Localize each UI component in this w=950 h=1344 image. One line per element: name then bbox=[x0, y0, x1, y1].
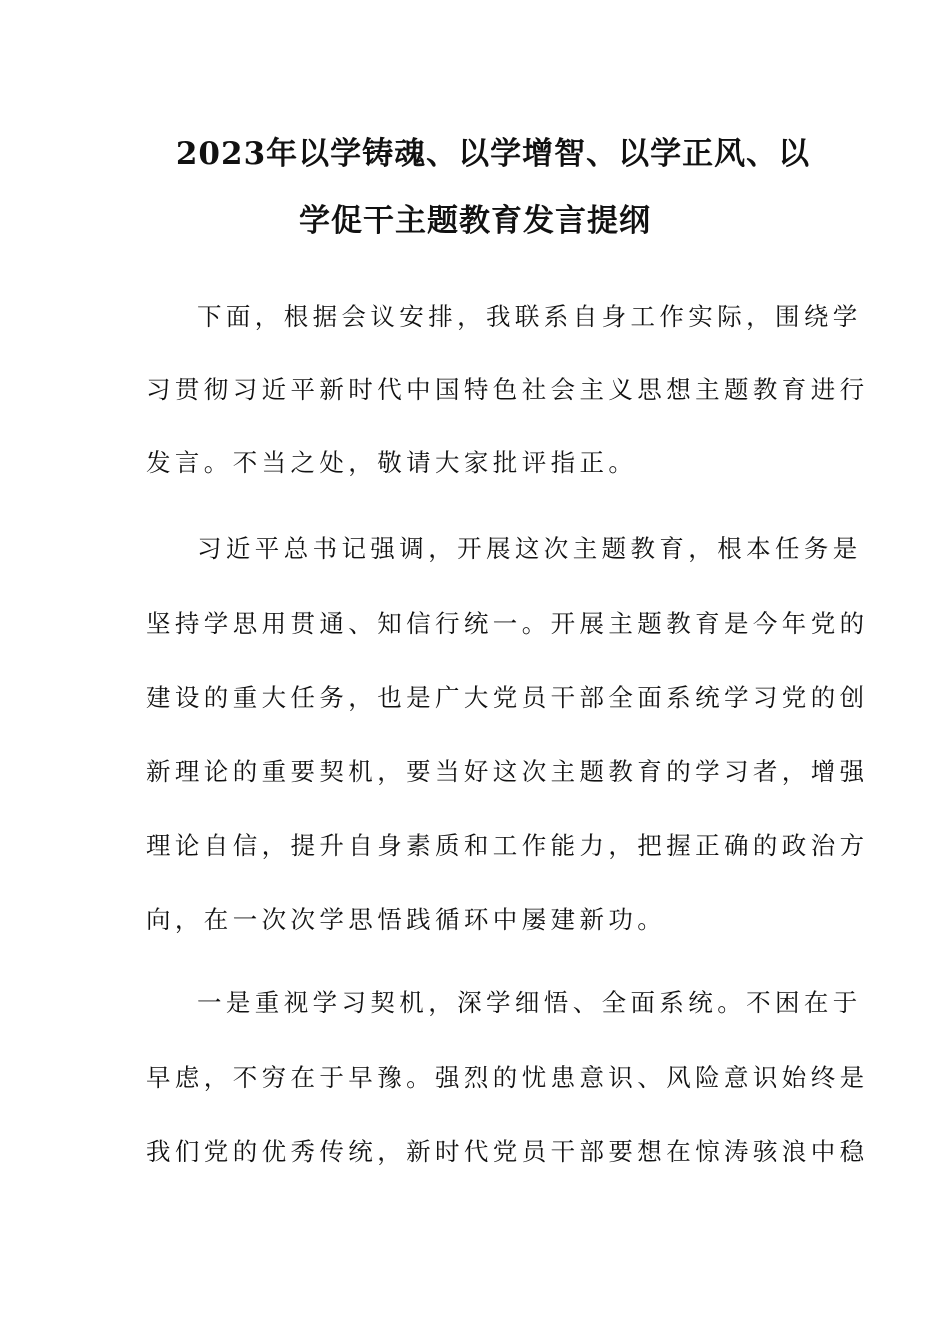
paragraph-2-line-5: 理论自信，提升自身素质和工作能力，把握正确的政治方 bbox=[146, 831, 869, 860]
paragraph-1-line-2: 习贯彻习近平新时代中国特色社会主义思想主题教育进行 bbox=[146, 375, 869, 404]
paragraph-2-line-4: 新理论的重要契机，要当好这次主题教育的学习者，增强 bbox=[146, 757, 869, 786]
paragraph-1-line-1: 下面，根据会议安排，我联系自身工作实际，围绕学 bbox=[197, 302, 862, 331]
document-title-line-2: 学促干主题教育发言提纲 bbox=[299, 203, 651, 239]
paragraph-3-line-3: 我们党的优秀传统，新时代党员干部要想在惊涛骇浪中稳 bbox=[146, 1137, 869, 1166]
document-title-line-1: 2023年以学铸魂、以学增智、以学正风、以 bbox=[175, 136, 811, 172]
paragraph-3-line-2: 早虑，不穷在于早豫。强烈的忧患意识、风险意识始终是 bbox=[146, 1063, 869, 1092]
paragraph-1-line-3: 发言。不当之处，敬请大家批评指正。 bbox=[146, 448, 638, 477]
paragraph-2-line-1: 习近平总书记强调，开展这次主题教育，根本任务是 bbox=[197, 534, 862, 563]
paragraph-3-line-1: 一是重视学习契机，深学细悟、全面系统。不困在于 bbox=[197, 988, 862, 1017]
paragraph-2-line-3: 建设的重大任务，也是广大党员干部全面系统学习党的创 bbox=[146, 683, 869, 712]
paragraph-2-line-2: 坚持学思用贯通、知信行统一。开展主题教育是今年党的 bbox=[146, 609, 869, 638]
paragraph-2-line-6: 向，在一次次学思悟践循环中屡建新功。 bbox=[146, 905, 667, 934]
